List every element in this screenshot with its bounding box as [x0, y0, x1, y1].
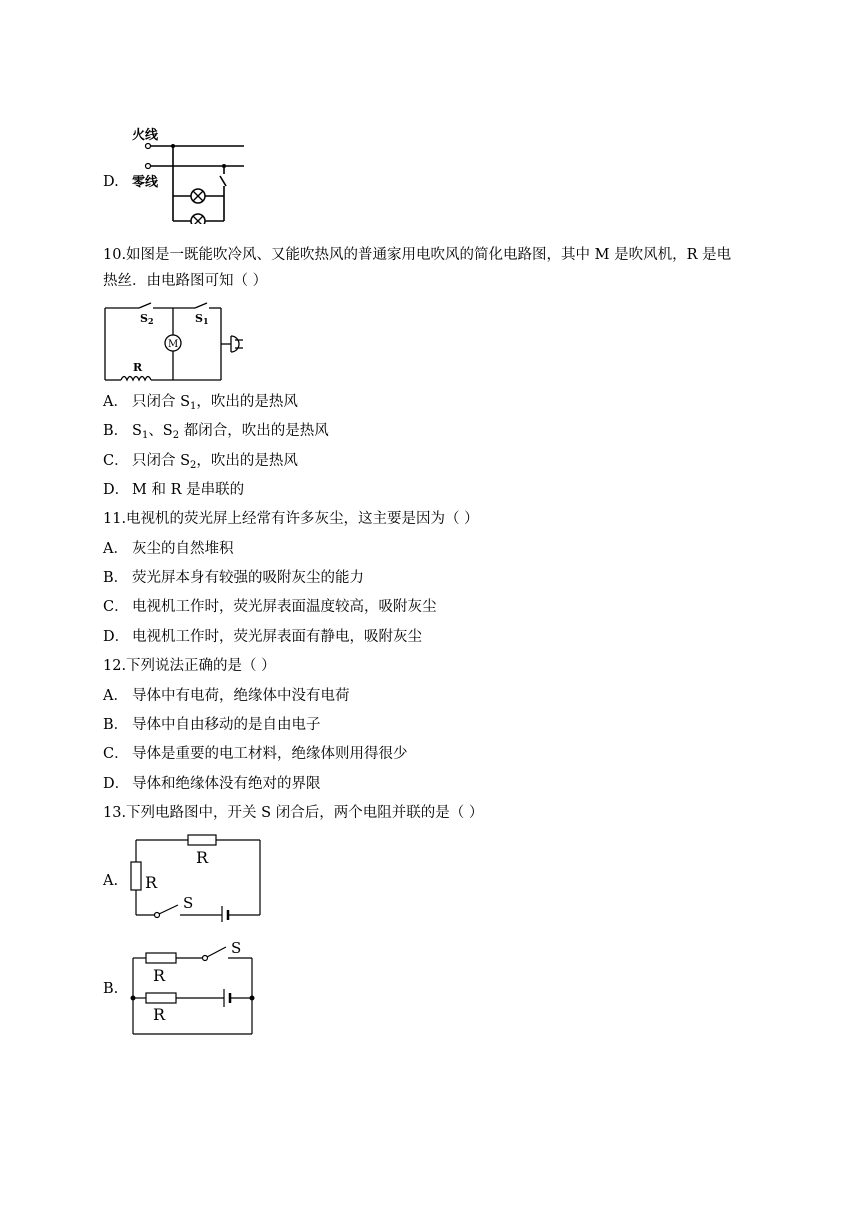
- q13-option-b-circuit: [128, 936, 258, 1038]
- q12-option-a[interactable]: A． 导体中有电荷，绝缘体中没有电荷: [103, 688, 350, 704]
- option-letter: B．: [103, 423, 129, 439]
- switch-label: S: [183, 894, 194, 912]
- switch-s2-label: S2: [140, 312, 154, 326]
- q10-stem-line1: 10.如图是一既能吹冷风、又能吹热风的普通家用电吹风的简化电路图，其中 M 是吹风机，R 是电: [103, 247, 732, 263]
- q10-option-a[interactable]: A． 只闭合 $S_1$，吹出的是热风: [103, 394, 298, 412]
- q11-option-b[interactable]: B． 荧光屏本身有较强的吸附灰尘的能力: [103, 570, 364, 586]
- option-letter: D．: [103, 482, 130, 498]
- resistor-left-label: R: [145, 873, 158, 892]
- live-wire-label: 火线: [132, 128, 159, 143]
- option-letter: A．: [103, 394, 128, 410]
- resistor-label: R: [133, 361, 143, 374]
- resistor-bottom-label: R: [153, 1005, 166, 1024]
- q9-option-d-label: D.: [103, 174, 119, 190]
- q10-option-d[interactable]: D． M 和 R 是串联的: [103, 482, 245, 498]
- q12-stem: 12.下列说法正确的是（ ）: [103, 658, 276, 674]
- q11-option-a[interactable]: A． 灰尘的自然堆积: [103, 541, 234, 557]
- q13-option-b-label[interactable]: B.: [103, 981, 119, 997]
- q12-option-d[interactable]: D． 导体和绝缘体没有绝对的界限: [103, 776, 321, 792]
- q11-option-c[interactable]: C． 电视机工作时，荧光屏表面温度较高，吸附灰尘: [103, 599, 437, 615]
- resistor-top-label: R: [153, 966, 166, 985]
- q10-option-b[interactable]: B． $S_1$、$S_2$ 都闭合，吹出的是热风: [103, 423, 329, 441]
- option-letter: C．: [103, 453, 129, 469]
- q10-hairdryer-circuit: [103, 300, 248, 384]
- q13-stem: 13.下列电路图中，开关 S 闭合后，两个电阻并联的是（ ）: [103, 805, 484, 821]
- q11-option-d[interactable]: D． 电视机工作时，荧光屏表面有静电，吸附灰尘: [103, 629, 422, 645]
- resistor-top-label: R: [196, 848, 209, 867]
- q13-option-a-circuit: [128, 832, 266, 922]
- q13-option-a-label[interactable]: A.: [103, 873, 119, 889]
- q12-option-b[interactable]: B． 导体中自由移动的是自由电子: [103, 717, 321, 733]
- neutral-wire-label: 零线: [132, 175, 159, 190]
- motor-label: M: [168, 339, 179, 350]
- switch-label: S: [231, 939, 242, 957]
- switch-s1-label: S1: [195, 312, 209, 326]
- q10-option-c[interactable]: C． 只闭合 $S_2$，吹出的是热风: [103, 453, 298, 471]
- q9-option-d-circuit: [126, 124, 246, 224]
- q12-option-c[interactable]: C． 导体是重要的电工材料，绝缘体则用得很少: [103, 746, 408, 762]
- q10-stem-line2: 热丝．由电路图可知（ ）: [103, 273, 268, 289]
- q11-stem: 11.电视机的荧光屏上经常有许多灰尘，这主要是因为（ ）: [103, 511, 479, 527]
